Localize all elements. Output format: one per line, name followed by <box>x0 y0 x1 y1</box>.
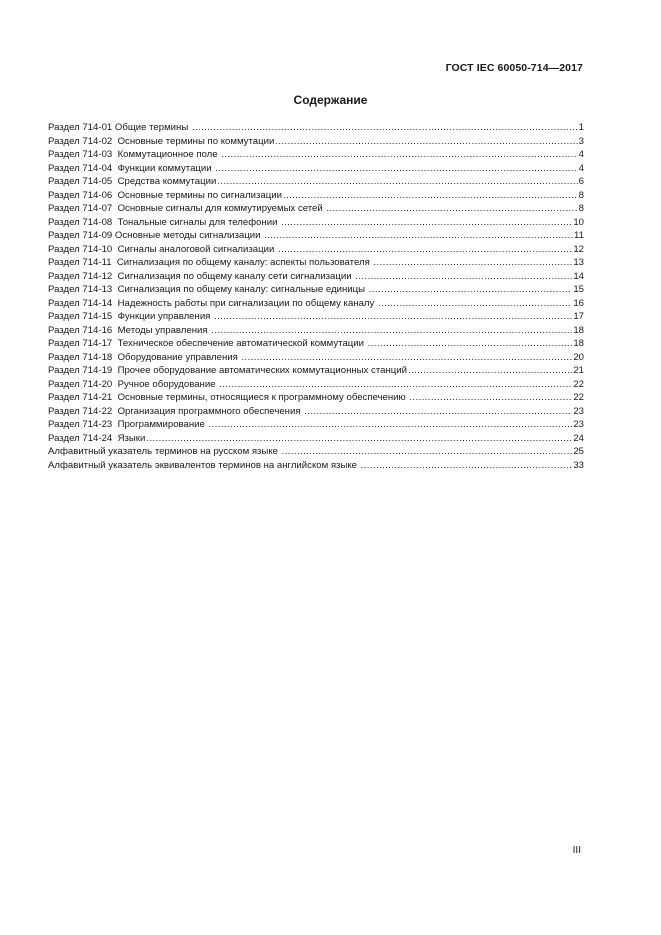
toc-entry-page: 13 <box>573 257 584 268</box>
toc-entry[interactable] <box>48 216 584 230</box>
toc-entry[interactable] <box>48 148 584 162</box>
toc-entry-page: 22 <box>573 378 584 390</box>
toc-entry-page: 1 <box>578 122 584 133</box>
toc-entry-label: Раздел 714-24 Языки <box>48 432 146 444</box>
toc-entry-page: 33 <box>573 459 584 471</box>
toc-entry-page: 25 <box>573 446 584 457</box>
toc-dot-leader <box>361 459 573 473</box>
toc-dot-leader <box>211 324 572 338</box>
toc-entry[interactable] <box>48 270 584 284</box>
toc-entry-label: Раздел 714-21 Основные термины, относящиеся к программному обеспечению <box>48 392 409 403</box>
toc-entry-page: 17 <box>573 311 584 322</box>
toc-dot-leader <box>192 121 578 135</box>
toc-entry-label: Раздел 714-07 Основные сигналы для коммутируемых сетей <box>48 203 326 214</box>
toc-entry-page: 4 <box>578 149 584 160</box>
toc-entry-label: Раздел 714-11 Сигнализация по общему каналу: аспекты пользователя <box>48 257 373 268</box>
toc-entry-label: Раздел 714-03 Коммутационное поле <box>48 149 221 160</box>
toc-dot-leader <box>373 256 572 270</box>
toc-entry[interactable] <box>48 418 584 432</box>
toc-dot-leader <box>264 229 573 243</box>
toc-entry[interactable] <box>48 283 584 297</box>
toc-dot-leader <box>219 378 572 392</box>
toc-entry-page: 6 <box>578 176 584 187</box>
standard-code: ГОСТ IEC 60050-714—2017 <box>445 62 583 74</box>
toc-entry-page: 20 <box>573 351 584 363</box>
toc-entry[interactable] <box>48 256 584 270</box>
toc-entry-page: 24 <box>573 432 584 444</box>
toc-entry-page: 18 <box>573 338 584 349</box>
toc-entry[interactable] <box>48 175 584 189</box>
toc-entry[interactable] <box>48 445 584 459</box>
toc-entry-label: Раздел 714-22 Организация программного обеспечения <box>48 405 304 417</box>
toc-dot-leader <box>282 445 573 459</box>
toc-entry-page: 8 <box>578 203 584 214</box>
toc-entry-label: Раздел 714-08 Тональные сигналы для телефонии <box>48 216 281 228</box>
toc-entry-label: Раздел 714-05 Средства коммутации <box>48 176 217 187</box>
toc-entry-label: Раздел 714-17 Техническое обеспечение автоматической коммутации <box>48 338 367 349</box>
toc-entry-label: Раздел 714-19 Прочее оборудование автоматических коммутационных станций <box>48 365 407 376</box>
toc-entry-page: 22 <box>573 392 584 403</box>
toc-entry[interactable] <box>48 243 584 257</box>
toc-entry-label: Раздел 714-16 Методы управления <box>48 324 211 336</box>
toc-title: Содержание <box>293 93 368 107</box>
toc-entry[interactable] <box>48 162 584 176</box>
toc-entry[interactable] <box>48 378 584 392</box>
toc-entry[interactable] <box>48 189 584 203</box>
toc-entry-page: 14 <box>573 270 584 282</box>
toc-dot-leader <box>146 432 572 446</box>
toc-entry-page: 10 <box>573 216 584 228</box>
toc-entry-label: Раздел 714-09 Основные методы сигнализации <box>48 230 264 241</box>
toc-entry[interactable] <box>48 337 584 351</box>
toc-entry-page: 23 <box>573 405 584 417</box>
toc-dot-leader <box>304 405 572 419</box>
toc-entry-label: Раздел 714-02 Основные термины по коммутации <box>48 135 275 147</box>
toc-dot-leader <box>326 202 577 216</box>
toc-entry-label: Раздел 714-20 Ручное оборудование <box>48 378 219 390</box>
toc-entry-page: 3 <box>578 135 584 147</box>
toc-entry-label: Раздел 714-13 Сигнализация по общему каналу: сигнальные единицы <box>48 284 368 295</box>
toc-entry-page: 16 <box>573 297 584 309</box>
toc-dot-leader <box>217 175 577 189</box>
toc-dot-leader <box>275 135 577 149</box>
toc-entry-label: Раздел 714-18 Оборудование управления <box>48 351 241 363</box>
toc-dot-leader <box>281 216 572 230</box>
toc-dot-leader <box>408 364 572 378</box>
toc-entry-page: 21 <box>573 365 584 376</box>
toc-entry[interactable] <box>48 121 584 135</box>
toc-entry-label: Раздел 714-04 Функции коммутации <box>48 162 215 174</box>
toc-entry-page: 11 <box>574 230 584 241</box>
toc-entry[interactable] <box>48 405 584 419</box>
toc-dot-leader <box>215 162 577 176</box>
toc-entry-label: Раздел 714-23 Программирование <box>48 419 208 430</box>
toc-dot-leader <box>368 337 573 351</box>
toc-entry[interactable] <box>48 324 584 338</box>
toc-entry-page: 15 <box>573 284 584 295</box>
toc-entry-page: 12 <box>573 243 584 255</box>
toc-dot-leader <box>283 189 578 203</box>
toc-entry-label: Раздел 714-06 Основные термины по сигнализации <box>48 189 282 201</box>
toc-dot-leader <box>278 243 572 257</box>
toc-entry-label: Раздел 714-10 Сигналы аналоговой сигнализации <box>48 243 277 255</box>
toc-entry[interactable] <box>48 229 584 243</box>
toc-dot-leader <box>355 270 572 284</box>
toc-dot-leader <box>221 148 577 162</box>
toc-entry-label: Раздел 714-15 Функции управления <box>48 311 214 322</box>
table-of-contents <box>48 121 584 472</box>
toc-dot-leader <box>378 297 572 311</box>
toc-entry[interactable] <box>48 391 584 405</box>
toc-dot-leader <box>209 418 573 432</box>
toc-entry-label: Алфавитный указатель эквивалентов терминов на английском языке <box>48 459 360 471</box>
toc-dot-leader <box>369 283 573 297</box>
toc-entry[interactable] <box>48 135 584 149</box>
page-number: III <box>572 845 581 856</box>
toc-entry-label: Раздел 714-12 Сигнализация по общему каналу сети сигнализации <box>48 270 355 282</box>
toc-entry-label: Алфавитный указатель терминов на русском языке <box>48 446 281 457</box>
toc-entry-page: 4 <box>578 162 584 174</box>
toc-entry[interactable] <box>48 459 584 473</box>
toc-entry[interactable] <box>48 202 584 216</box>
toc-entry[interactable] <box>48 310 584 324</box>
toc-dot-leader <box>214 310 572 324</box>
toc-entry-page: 23 <box>573 419 584 430</box>
toc-entry-page: 8 <box>578 189 584 201</box>
toc-entry[interactable] <box>48 432 584 446</box>
toc-dot-leader <box>241 351 572 365</box>
toc-dot-leader <box>409 391 572 405</box>
toc-entry[interactable] <box>48 364 584 378</box>
toc-entry-label: Раздел 714-14 Надежность работы при сигнализации по общему каналу <box>48 297 377 309</box>
toc-entry-page: 18 <box>573 324 584 336</box>
toc-entry[interactable] <box>48 351 584 365</box>
toc-entry[interactable] <box>48 297 584 311</box>
toc-entry-label: Раздел 714-01 Общие термины <box>48 122 191 133</box>
